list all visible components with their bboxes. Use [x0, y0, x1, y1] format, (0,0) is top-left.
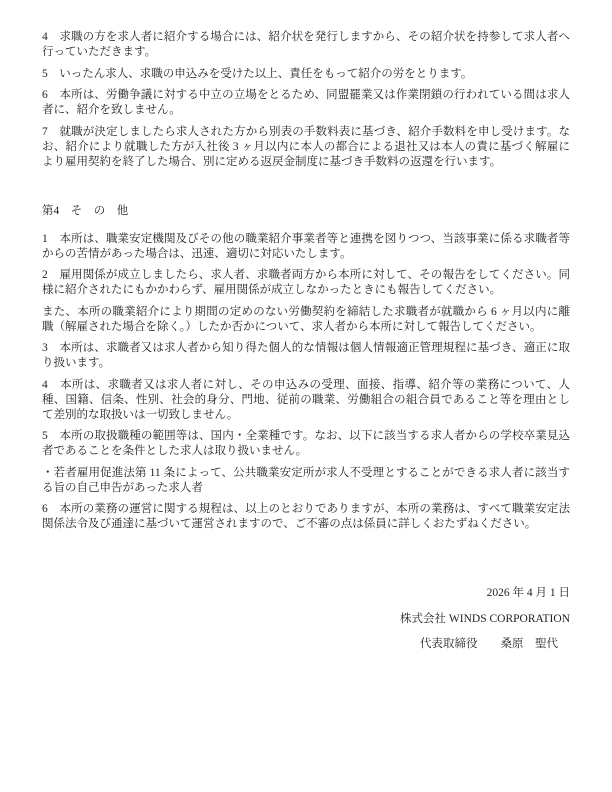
signature-block	[42, 586, 570, 652]
clause-referral-letter: 4 求職の方を求人者に紹介する場合には、紹介状を発行しますから、その紹介状を持参して求人者へ行っていただきます。	[42, 31, 570, 58]
representative-signature: 代表取締役 桑原 聖代	[420, 638, 558, 650]
clause-complaint-handling: 1 本所は、職業安定機関及びその他の職業紹介事業者等と連携を図りつつ、当該事業に係る求職者等からの苦情があった場合は、迅速、適切に対応いたします。	[42, 232, 570, 260]
clause-occupation-scope: 5 本所の取扱職種の範囲等は、国内・全業種です。なお、以下に該当する求人者からの学校卒業見込者であることを条件とした求人は取り扱いません。	[42, 430, 570, 457]
company-name: 株式会社 WINDS CORPORATION	[400, 612, 570, 625]
clause-youth-employment-act-bullet: ・若者雇用促進法第 11 条によって、公共職業安定所が求人不受理とすることができる求人者に該当する旨の自己申告があった求人者	[42, 466, 570, 494]
clause-labor-dispute-neutrality: 6 本所は、労働争議に対する中立の立場をとるため、同盟罷業又は作業閉鎖の行われている間は求人者に、紹介を致しません。	[42, 89, 570, 116]
clause-referral-responsibility: 5 いったん求人、求職の申込みを受けた以上、責任をもって紹介の労をとります。	[42, 67, 473, 80]
clause-personal-information: 3 本所は、求職者又は求人者から知り得た個人的な情報は個人情報適正管理規程に基づき、適正に取り扱います。	[42, 342, 570, 369]
section-4-heading: 第4 そ の 他	[42, 204, 129, 217]
clause-employment-report: 2 雇用関係が成立しましたら、求人者、求職者両方から本所に対して、その報告をしてください。同様に紹介されたにもかかわらず、雇用関係が成立しなかったときにも報告してください。	[42, 269, 570, 296]
clause-non-discrimination: 4 本所は、求職者又は求人者に対し、その申込みの受理、面接、指導、紹介等の業務について、人種、国籍、信条、性別、社会的身分、門地、従前の職業、労働組合の組合員であること等を理由として差別的な取扱いは一切致しません。	[42, 378, 570, 421]
clause-operation-regulations: 6 本所の業務の運営に関する規程は、以上のとおりでありますが、本所の業務は、すべて職業安定法関係法令及び通達に基づいて運営されますので、ご不審の点は係員に詳しくおたずねください。	[42, 503, 570, 530]
document-date: 2026 年 4 月 1 日	[486, 587, 570, 599]
clause-referral-fee-refund: 7 就職が決定しましたら求人された方から別表の手数料表に基づき、紹介手数料を申し受けます。なお、紹介により就職した方が入社後 3 ヶ月以内に本人の都合による退社又は本人の責に基づく解雇により雇用契約を終了した場合、別に定める返戻金制度に基づき手数料の返還を行います。	[42, 125, 570, 168]
clause-employment-report-continuation: また、本所の職業紹介により期間の定めのない労働契約を締結した求職者が就職から 6 ヶ月以内に離職（解雇された場合を除く。）したか否かについて、求人者から本所に対して報告してください。	[42, 305, 570, 333]
